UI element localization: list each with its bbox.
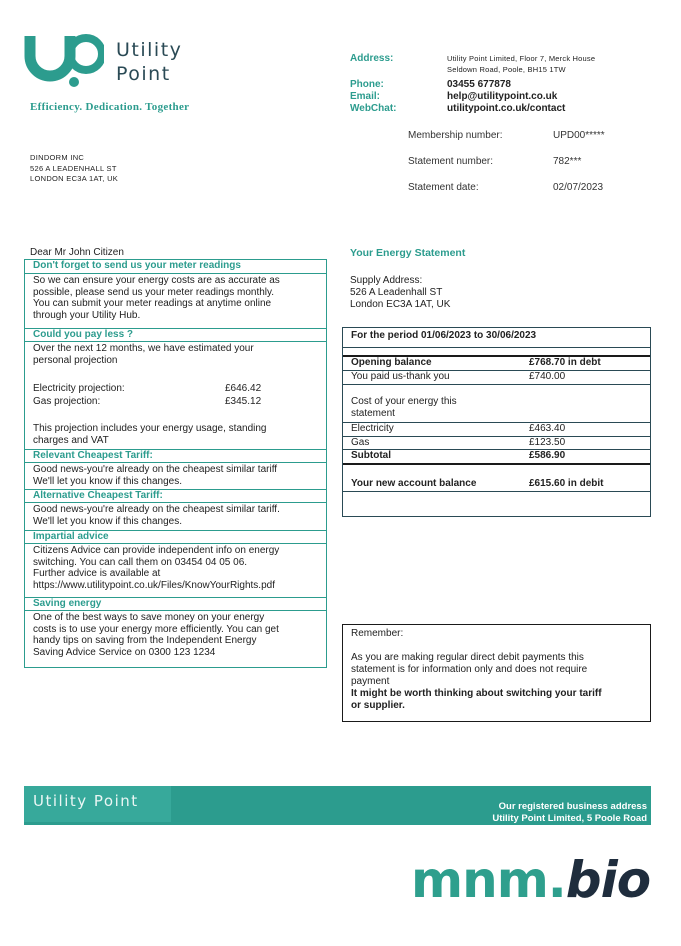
projection-note-line: This projection includes your energy usage, standing — [33, 423, 267, 434]
know-your-rights-link[interactable]: https://www.utilitypoint.co.uk/Files/KnowYourRights.pdf — [33, 580, 275, 592]
statement-table — [342, 327, 651, 517]
gas-cost-value: £123.50 — [529, 437, 566, 448]
info-panel — [24, 259, 327, 668]
meter-body-line: You can submit your meter readings at anytime online — [33, 298, 272, 310]
watermark-part2: bio — [565, 851, 651, 909]
saving-body-line: costs is to use your energy more efficiently. You can get — [33, 623, 279, 635]
remember-line: It might be worth thinking about switching your tariff — [351, 688, 602, 699]
remember-line: As you are making regular direct debit payments this — [351, 652, 584, 663]
relevant-body-line: We'll let you know if this changes. — [33, 475, 183, 487]
electricity-projection-label: Electricity projection: — [33, 383, 125, 394]
saving-body-line: One of the best ways to save money on your energy — [33, 612, 265, 623]
saving-body-line: Saving Advice Service on 0300 123 1234 — [33, 647, 216, 659]
energy-statement-title: Your Energy Statement — [350, 247, 466, 259]
brand-name-line2: Point — [116, 63, 171, 85]
supply-address-line2: London EC3A 1AT, UK — [350, 299, 451, 310]
footer-brand: Utility Point — [24, 786, 171, 822]
gas-projection-label: Gas projection: — [33, 396, 101, 407]
address-label: Address: — [350, 53, 394, 64]
electricity-cost-value: £463.40 — [529, 423, 566, 434]
alt-body-line: We'll let you know if this changes. — [33, 515, 183, 527]
utility-point-logo-icon — [24, 30, 104, 90]
brand-tagline: Efficiency. Dedication. Together — [30, 101, 190, 113]
new-balance-value: £615.60 in debit — [529, 478, 604, 489]
payment-row — [343, 371, 650, 383]
watermark-logo — [411, 850, 650, 910]
pay-body-line: Over the next 12 months, we have estimated your — [33, 343, 254, 354]
payment-label: You paid us-thank you — [351, 371, 450, 382]
gas-cost-label: Gas — [351, 437, 370, 448]
saving-energy-heading: Saving energy — [25, 597, 326, 611]
customer-line1: DINDORM INC — [30, 153, 85, 162]
relevant-body-line: Good news-you're already on the cheapest similar tariff — [33, 464, 278, 475]
phone-label: Phone: — [350, 79, 384, 90]
membership-label: Membership number: — [408, 130, 503, 141]
pay-less-body — [33, 343, 322, 366]
impartial-body-line: Further advice is available at — [33, 568, 161, 580]
impartial-advice-body — [33, 545, 322, 592]
remember-line: statement is for information only and does not require — [351, 664, 588, 675]
pay-less-heading: Could you pay less ? — [25, 328, 326, 342]
opening-balance-label: Opening balance — [351, 357, 432, 368]
gas-projection-value: £345.12 — [225, 396, 262, 407]
relevant-tariff-body — [33, 464, 322, 487]
projection-note-line: charges and VAT — [33, 434, 109, 446]
email-link[interactable]: help@utilitypoint.co.uk — [447, 91, 558, 102]
impartial-body-line: switching. You can call them on 03454 04 05 06. — [33, 556, 248, 568]
gas-projection-row — [33, 396, 293, 407]
statement-date-label: Statement date: — [408, 182, 479, 193]
address-value — [447, 53, 657, 75]
customer-address — [30, 153, 118, 185]
footer-registered-address — [492, 801, 647, 825]
electricity-cost-row — [343, 423, 650, 435]
gas-cost-row — [343, 437, 650, 449]
remember-box — [342, 624, 651, 722]
subtotal-row — [343, 450, 650, 462]
subtotal-value: £586.90 — [529, 450, 566, 461]
new-balance-label: Your new account balance — [351, 478, 477, 489]
greeting: Dear Mr John Citizen — [30, 247, 124, 258]
cost-label-line: statement — [351, 408, 395, 419]
saving-energy-body — [33, 612, 322, 659]
projection-note — [33, 423, 322, 446]
footer-line1: Our registered business address — [498, 801, 647, 812]
relevant-tariff-heading: Relevant Cheapest Tariff: — [25, 449, 326, 463]
webchat-label: WebChat: — [350, 103, 397, 114]
cost-label — [343, 396, 650, 420]
statement-number-label: Statement number: — [408, 156, 494, 167]
address-line2: Seldown Road, Poole, BH15 1TW — [447, 65, 566, 74]
webchat-link[interactable]: utilitypoint.co.uk/contact — [447, 103, 566, 114]
customer-line3: LONDON EC3A 1AT, UK — [30, 174, 119, 183]
subtotal-label: Subtotal — [351, 450, 391, 461]
brand-name-line1: Utility — [116, 39, 183, 61]
payment-value: £740.00 — [529, 371, 566, 382]
meter-readings-heading: Don't forget to send us your meter readings — [25, 260, 326, 274]
pay-body-line: personal projection — [33, 354, 118, 366]
saving-body-line: handy tips on saving from the Independent Energy — [33, 635, 257, 647]
electricity-projection-row — [33, 383, 293, 394]
alternative-tariff-heading: Alternative Cheapest Tariff: — [25, 489, 326, 503]
customer-line2: 526 A LEADENHALL ST — [30, 163, 117, 173]
impartial-body-line: Citizens Advice can provide independent info on energy — [33, 545, 280, 556]
brand-name — [116, 38, 182, 86]
electricity-cost-label: Electricity — [351, 423, 394, 434]
opening-balance-value: £768.70 in debt — [529, 357, 601, 368]
meter-body-line: possible, please send us your meter readings monthly. — [33, 286, 275, 298]
supply-address-line1: 526 A Leadenhall ST — [350, 287, 443, 298]
supply-address-label: Supply Address: — [350, 275, 423, 286]
supply-address — [350, 275, 450, 311]
opening-balance-row — [343, 357, 650, 369]
membership-value: UPD00***** — [553, 130, 605, 141]
email-label: Email: — [350, 91, 381, 102]
meter-body-line: through your Utility Hub. — [33, 310, 141, 322]
meter-body-line: So we can ensure your energy costs are as accurate as — [33, 275, 280, 286]
remember-line: payment — [351, 676, 390, 687]
alt-body-line: Good news-you're already on the cheapest similar tariff. — [33, 504, 280, 515]
cost-label-line: Cost of your energy this — [351, 396, 457, 407]
electricity-projection-value: £646.42 — [225, 383, 262, 394]
statement-period: For the period 01/06/2023 to 30/06/2023 — [351, 330, 537, 341]
meter-readings-body — [33, 275, 322, 322]
footer-line2: Utility Point Limited, 5 Poole Road — [492, 813, 647, 824]
watermark-part1: mnm. — [411, 851, 566, 909]
statement-date-value: 02/07/2023 — [553, 182, 604, 193]
remember-title: Remember: — [351, 628, 404, 639]
new-balance-row — [343, 478, 650, 490]
alternative-tariff-body — [33, 504, 322, 527]
remember-line: or supplier. — [351, 700, 405, 711]
statement-number-value: 782*** — [553, 156, 582, 167]
address-line1: Utility Point Limited, Floor 7, Merck House — [447, 54, 596, 63]
impartial-advice-heading: Impartial advice — [25, 530, 326, 544]
phone-value[interactable]: 03455 677878 — [447, 79, 511, 90]
